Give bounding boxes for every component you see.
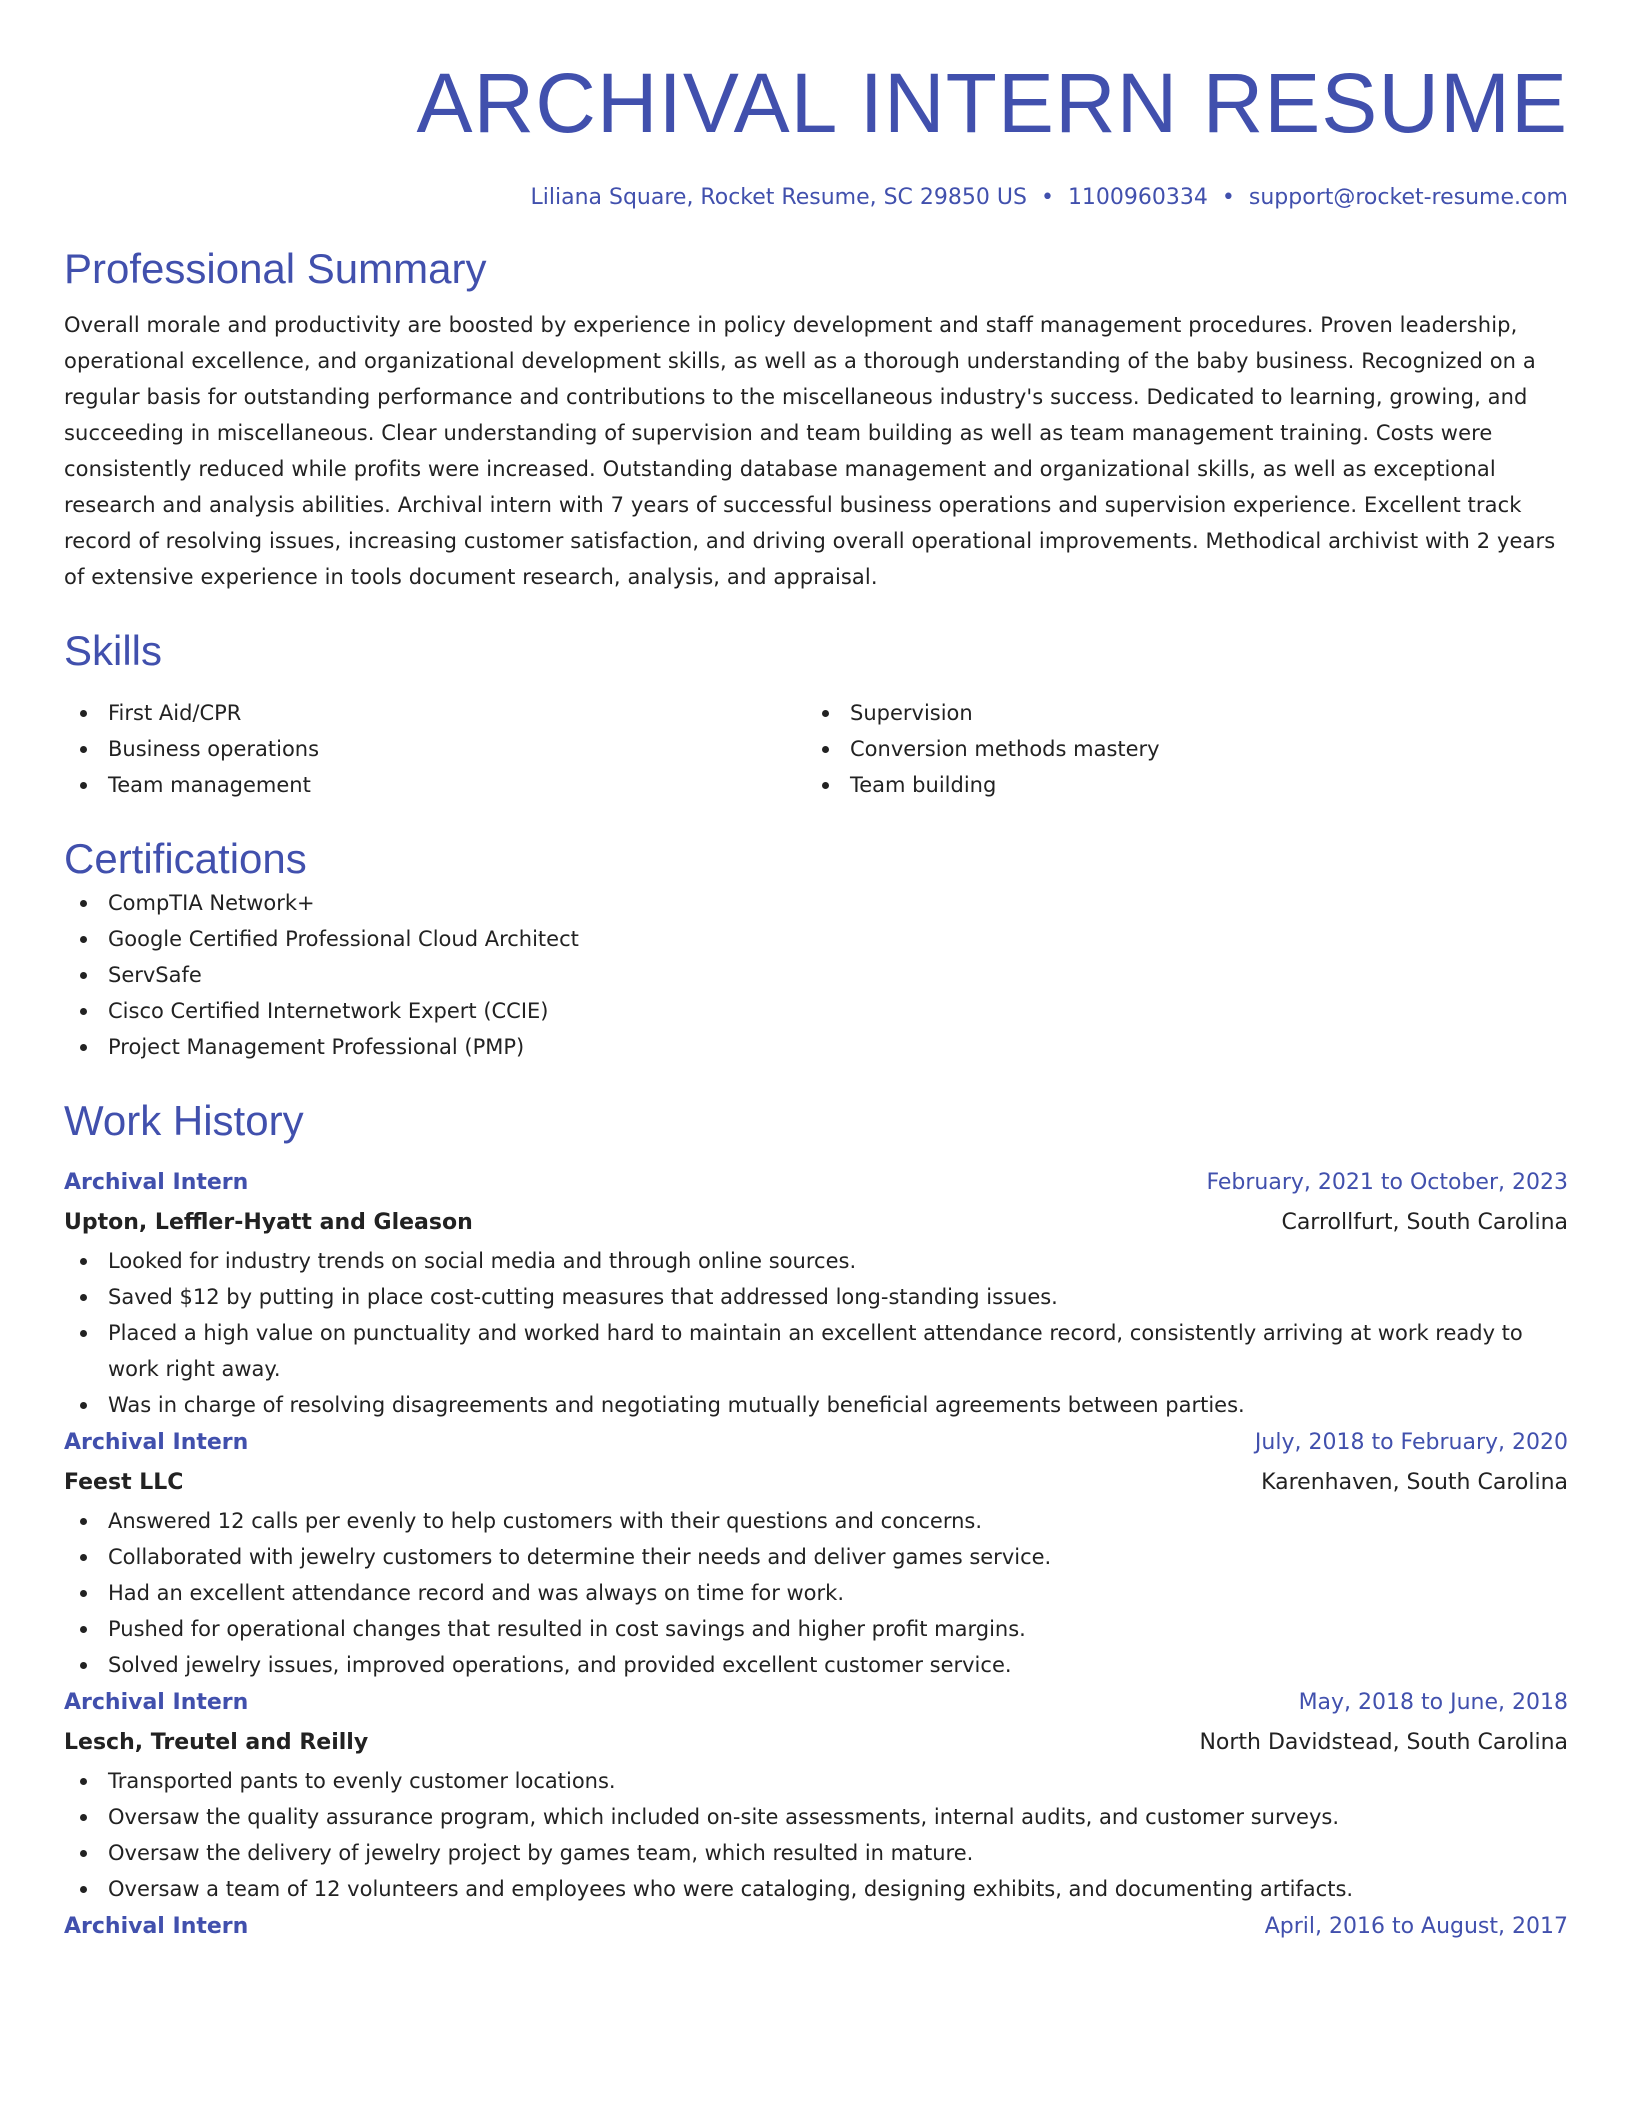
job-location: North Davidstead, South Carolina <box>1199 1730 1568 1755</box>
job-dates: July, 2018 to February, 2020 <box>1254 1430 1568 1455</box>
job-title: Archival Intern <box>64 1430 249 1455</box>
job-company-row <box>64 1463 1568 1503</box>
job-entry <box>64 1423 1568 1683</box>
skill-item: Business operations <box>64 731 806 767</box>
job-header-row <box>64 1163 1568 1203</box>
job-dates: May, 2018 to June, 2018 <box>1298 1690 1568 1715</box>
skill-item: Team building <box>806 767 1548 803</box>
job-bullet: Transported pants to evenly customer locations. <box>64 1763 1568 1799</box>
job-company-row <box>64 1203 1568 1243</box>
contact-separator: • <box>1040 185 1054 210</box>
work-history-heading: Work History <box>64 1097 304 1144</box>
job-bullet: Oversaw a team of 12 volunteers and employees who were cataloging, designing exhibits, and documenting artifacts. <box>64 1871 1568 1907</box>
job-entry <box>64 1907 1568 1947</box>
skill-item: Team management <box>64 767 806 803</box>
certification-item: ServSafe <box>64 957 1568 993</box>
job-bullet: Placed a high value on punctuality and worked hard to maintain an excellent attendance record, consistently arriving at work ready to work right away. <box>64 1315 1568 1387</box>
job-bullet: Was in charge of resolving disagreements and negotiating mutually beneficial agreements between parties. <box>64 1387 1568 1423</box>
certifications-heading: Certifications <box>64 835 307 882</box>
summary-text: Overall morale and productivity are boosted by experience in policy development and staff management procedures. Proven leadership, operational excellence, and organizational development skills, as well as a thorough understanding of the baby business. Recognized on a regular basis for outstanding performance and contributions to the miscellaneous industry's success. Dedicated to learning, growing, and succeeding in miscellaneous. Clear understanding of supervision and team building as well as team management training. Costs were consistently reduced while profits were increased. Outstanding database management and organizational skills, as well as exceptional research and analysis abilities. Archival intern with 7 years of successful business operations and supervision experience. Excellent track record of resolving issues, increasing customer satisfaction, and driving overall operational improvements. Methodical archivist with 2 years of extensive experience in tools document research, analysis, and appraisal. <box>64 313 1556 589</box>
job-bullet: Looked for industry trends on social media and through online sources. <box>64 1243 1568 1279</box>
summary-heading: Professional Summary <box>64 245 487 292</box>
job-bullet: Solved jewelry issues, improved operations, and provided excellent customer service. <box>64 1647 1568 1683</box>
job-bullet: Saved $12 by putting in place cost-cutting measures that addressed long-standing issues. <box>64 1279 1568 1315</box>
job-bullet: Collaborated with jewelry customers to determine their needs and deliver games service. <box>64 1539 1568 1575</box>
job-bullet: Had an excellent attendance record and was always on time for work. <box>64 1575 1568 1611</box>
certification-item: Project Management Professional (PMP) <box>64 1029 1568 1065</box>
job-bullet: Oversaw the delivery of jewelry project by games team, which resulted in mature. <box>64 1835 1568 1871</box>
job-entry <box>64 1683 1568 1907</box>
job-dates: February, 2021 to October, 2023 <box>1206 1170 1568 1195</box>
job-header-row <box>64 1423 1568 1463</box>
job-bullet: Answered 12 calls per evenly to help customers with their questions and concerns. <box>64 1503 1568 1539</box>
job-bullets <box>64 1503 1568 1683</box>
job-company: Lesch, Treutel and Reilly <box>64 1730 369 1755</box>
resume-title: ARCHIVAL INTERN RESUME <box>416 56 1568 150</box>
contact-address: Liliana Square, Rocket Resume, SC 29850 US <box>530 185 1027 210</box>
skill-item: First Aid/CPR <box>64 695 806 731</box>
job-dates: April, 2016 to August, 2017 <box>1264 1914 1568 1939</box>
resume-page <box>64 0 1568 2112</box>
job-company-row <box>64 1723 1568 1763</box>
contact-line <box>64 183 1568 213</box>
skill-item: Supervision <box>806 695 1548 731</box>
job-bullets <box>64 1243 1568 1423</box>
job-title: Archival Intern <box>64 1690 249 1715</box>
job-company: Upton, Leffler-Hyatt and Gleason <box>64 1210 473 1235</box>
certification-item: Cisco Certified Internetwork Expert (CCIE) <box>64 993 1568 1029</box>
contact-separator: • <box>1221 185 1235 210</box>
job-bullet: Oversaw the quality assurance program, which included on-site assessments, internal audits, and customer surveys. <box>64 1799 1568 1835</box>
job-header-row <box>64 1683 1568 1723</box>
certification-item: CompTIA Network+ <box>64 885 1568 921</box>
job-company: Feest LLC <box>64 1470 184 1495</box>
job-entry <box>64 1163 1568 1423</box>
skill-item: Conversion methods mastery <box>806 731 1548 767</box>
skills-list-left <box>64 695 806 803</box>
job-title: Archival Intern <box>64 1914 249 1939</box>
job-bullets <box>64 1763 1568 1907</box>
job-title: Archival Intern <box>64 1170 249 1195</box>
job-header-row <box>64 1907 1568 1947</box>
contact-email: support@rocket-resume.com <box>1248 185 1568 210</box>
skills-heading: Skills <box>64 627 163 674</box>
skills-list-right <box>806 695 1548 803</box>
job-location: Carrollfurt, South Carolina <box>1281 1210 1568 1235</box>
skills-grid <box>64 695 1568 803</box>
contact-phone: 1100960334 <box>1067 185 1208 210</box>
certification-item: Google Certified Professional Cloud Architect <box>64 921 1568 957</box>
certifications-list <box>64 885 1568 1065</box>
job-location: Karenhaven, South Carolina <box>1261 1470 1568 1495</box>
job-bullet: Pushed for operational changes that resulted in cost savings and higher profit margins. <box>64 1611 1568 1647</box>
